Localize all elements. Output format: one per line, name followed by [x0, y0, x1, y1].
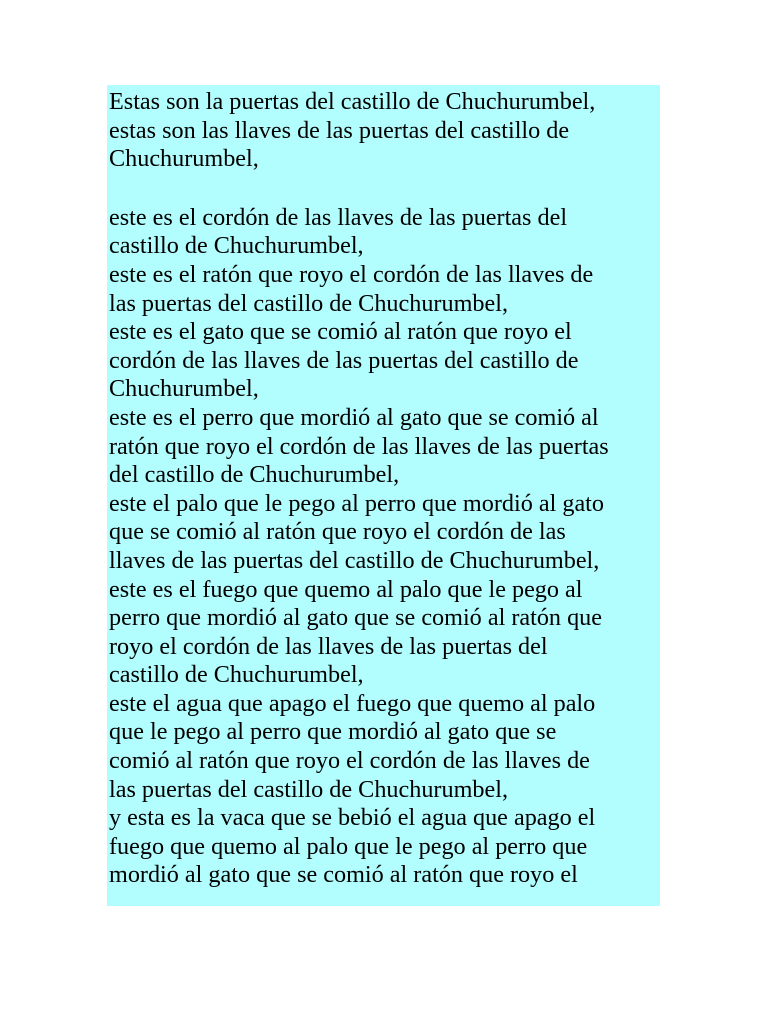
document-text-block — [107, 85, 660, 906]
text-line: cordón de las llaves de las puertas del castillo de — [109, 346, 579, 374]
text-line: castillo de Chuchurumbel, — [109, 232, 364, 260]
text-line: las puertas del castillo de Chuchurumbel, — [109, 775, 508, 803]
text-line: este es el perro que mordió al gato que se comió al — [109, 403, 599, 431]
text-line: perro que mordió al gato que se comió al ratón que — [109, 604, 602, 632]
text-line: Chuchurumbel, — [109, 375, 259, 403]
text-line: este es el fuego que quemo al palo que le pego al — [109, 575, 583, 603]
text-line: llaves de las puertas del castillo de Chuchurumbel, — [109, 546, 600, 574]
text-line: comió al ratón que royo el cordón de las llaves de — [109, 747, 590, 775]
text-line: este el palo que le pego al perro que mordió al gato — [109, 489, 604, 517]
text-line: fuego que quemo al palo que le pego al perro que — [109, 832, 588, 860]
text-line: este es el gato que se comió al ratón que royo el — [109, 318, 572, 346]
text-line: royo el cordón de las llaves de las puertas del — [109, 632, 548, 660]
text-line: este es el cordón de las llaves de las puertas del — [109, 203, 568, 231]
text-line: y esta es la vaca que se bebió el agua que apago el — [109, 804, 596, 832]
text-line: mordió al gato que se comió al ratón que royo el — [109, 861, 578, 889]
text-line: este el agua que apago el fuego que quemo al palo — [109, 689, 596, 717]
text-line: del castillo de Chuchurumbel, — [109, 461, 400, 489]
paragraph-chain — [109, 204, 660, 890]
text-line: las puertas del castillo de Chuchurumbel, — [109, 289, 508, 317]
text-line: Chuchurumbel, — [109, 145, 259, 173]
text-line: castillo de Chuchurumbel, — [109, 661, 364, 689]
text-line: este es el ratón que royo el cordón de las llaves de — [109, 260, 594, 288]
text-line: ratón que royo el cordón de las llaves de las puertas — [109, 432, 609, 460]
paragraph-intro — [109, 88, 660, 174]
text-line: que se comió al ratón que royo el cordón de las — [109, 518, 566, 546]
text-line: que le pego al perro que mordió al gato que se — [109, 718, 557, 746]
blank-line-gap — [109, 174, 660, 204]
text-line: estas son las llaves de las puertas del castillo de — [109, 116, 570, 144]
text-line: Estas son la puertas del castillo de Chuchurumbel, — [109, 88, 596, 115]
